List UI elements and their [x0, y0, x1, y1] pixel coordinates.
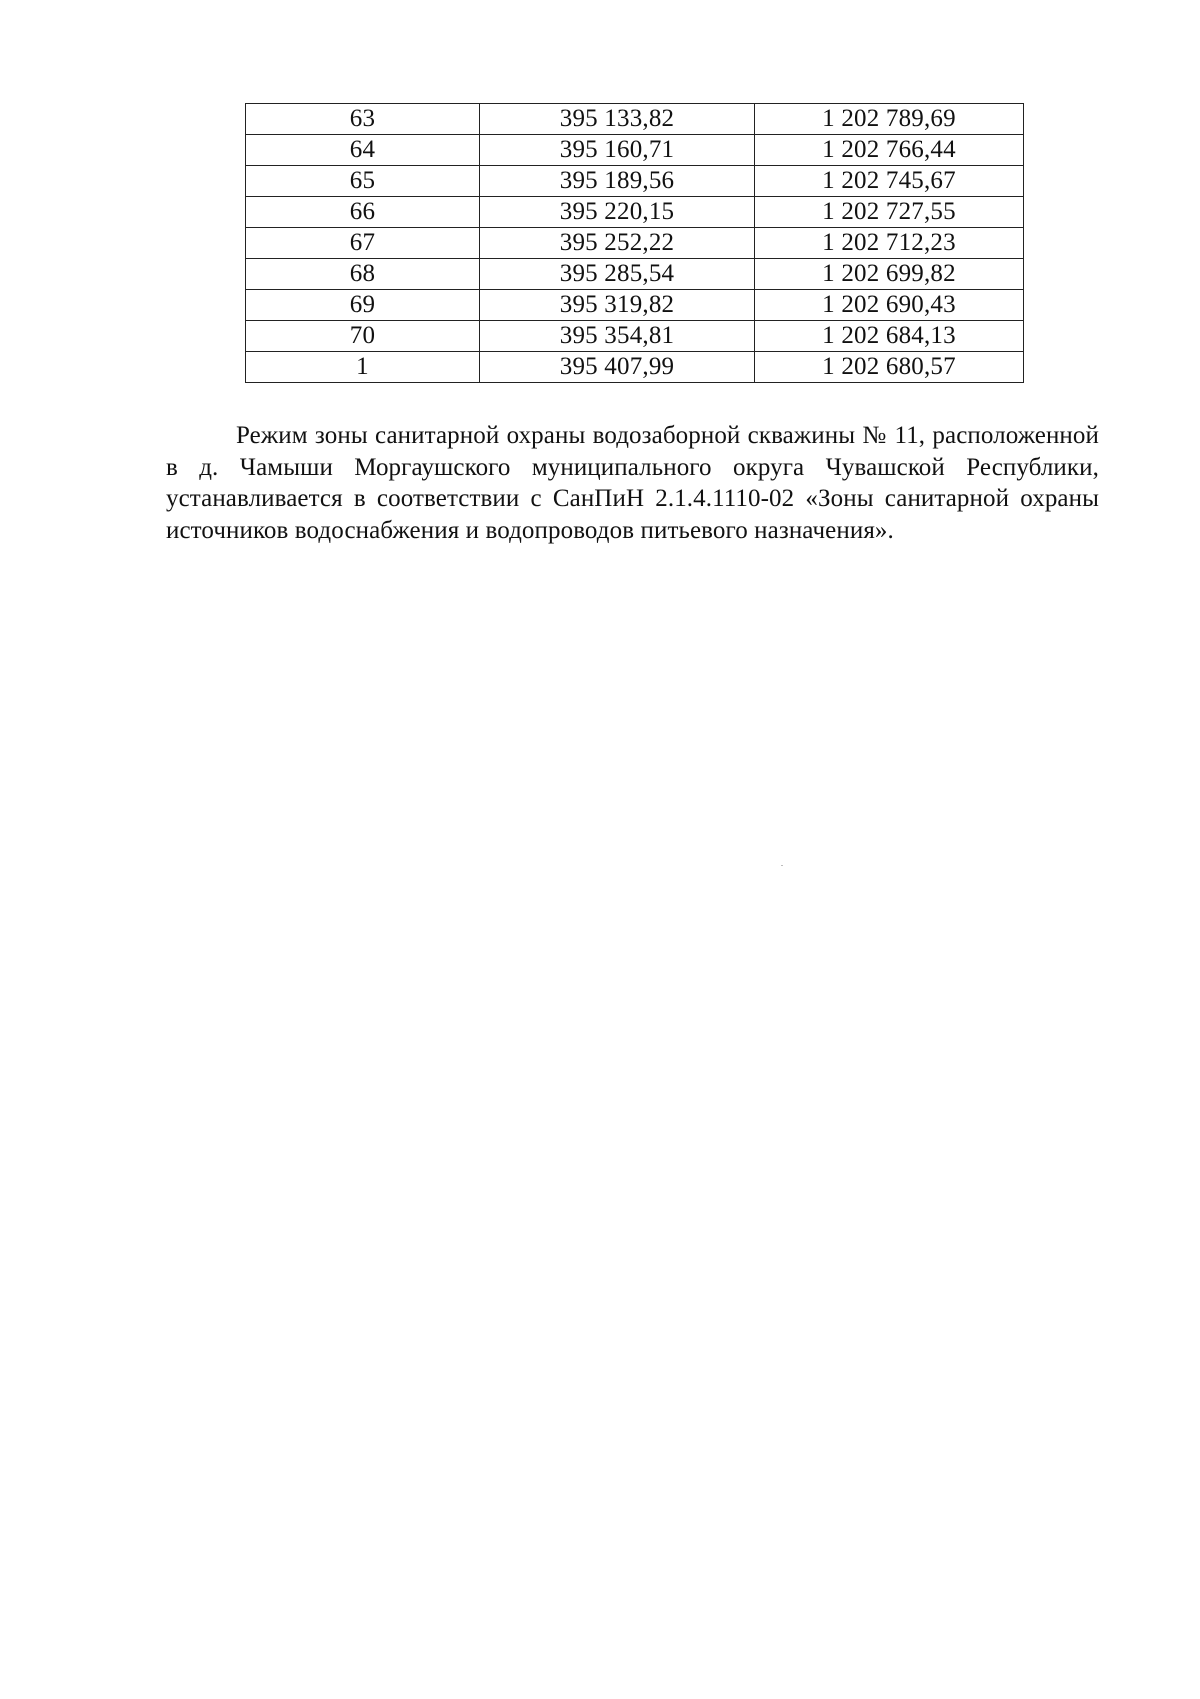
sanitary-zone-paragraph: Режим зоны санитарной охраны водозаборной скважины № 11, расположенной в д. Чамыши Моргаушского муниципального округа Чувашской Республики, устанавливается в соответствии с СанПиН 2.1.4.1110-02 «Зоны санитарной охраны источников водоснабжения и водопроводов питьевого назначения».	[166, 422, 1099, 544]
point-number-cell: 1	[246, 352, 480, 383]
table-row	[246, 259, 1024, 290]
x-coordinate-cell: 395 133,82	[480, 104, 755, 135]
y-coordinate-cell: 1 202 690,43	[755, 290, 1024, 321]
y-coordinate-cell: 1 202 789,69	[755, 104, 1024, 135]
point-number-cell: 70	[246, 321, 480, 352]
table-row	[246, 135, 1024, 166]
y-coordinate-cell: 1 202 727,55	[755, 197, 1024, 228]
point-number-cell: 69	[246, 290, 480, 321]
x-coordinate-cell: 395 189,56	[480, 166, 755, 197]
y-coordinate-cell: 1 202 712,23	[755, 228, 1024, 259]
coordinates-table	[245, 103, 1024, 383]
table-row	[246, 166, 1024, 197]
table-row	[246, 228, 1024, 259]
x-coordinate-cell: 395 220,15	[480, 197, 755, 228]
y-coordinate-cell: 1 202 745,67	[755, 166, 1024, 197]
point-number-cell: 67	[246, 228, 480, 259]
x-coordinate-cell: 395 285,54	[480, 259, 755, 290]
point-number-cell: 65	[246, 166, 480, 197]
point-number-cell: 64	[246, 135, 480, 166]
x-coordinate-cell: 395 160,71	[480, 135, 755, 166]
table-row	[246, 290, 1024, 321]
y-coordinate-cell: 1 202 699,82	[755, 259, 1024, 290]
y-coordinate-cell: 1 202 684,13	[755, 321, 1024, 352]
point-number-cell: 68	[246, 259, 480, 290]
scan-speck	[781, 865, 783, 866]
point-number-cell: 63	[246, 104, 480, 135]
y-coordinate-cell: 1 202 680,57	[755, 352, 1024, 383]
x-coordinate-cell: 395 407,99	[480, 352, 755, 383]
table-row	[246, 352, 1024, 383]
point-number-cell: 66	[246, 197, 480, 228]
x-coordinate-cell: 395 319,82	[480, 290, 755, 321]
table-row	[246, 321, 1024, 352]
x-coordinate-cell: 395 354,81	[480, 321, 755, 352]
y-coordinate-cell: 1 202 766,44	[755, 135, 1024, 166]
x-coordinate-cell: 395 252,22	[480, 228, 755, 259]
table-row	[246, 197, 1024, 228]
table-row	[246, 104, 1024, 135]
